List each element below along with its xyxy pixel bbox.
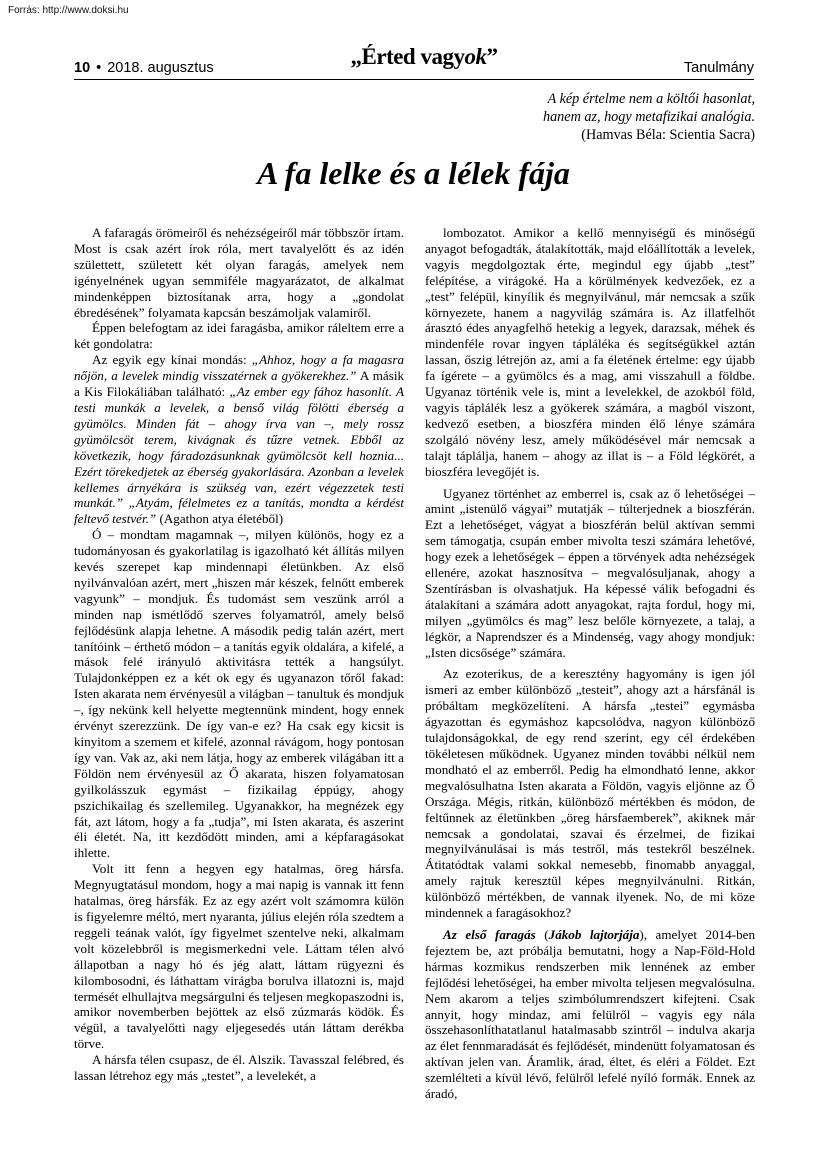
paragraph-quotes: [74, 352, 404, 527]
paragraph: Ó – mondtam magamnak –, milyen különös, hogy ez a tudományosan és gyakorlatilag is igazolható két állítás milyen kevés szerepet kap mindennapi életünkben. Az első nyilvánvalóan azért, mert „hiszen már készek, felnőtt emberek vagyunk” – mondjuk. És tudomást sem veszünk arról a minden nap ismétlődő szerves folyamatról, amely belső fejlődésünk alapja lehetne. A második pedig talán azért, mert tanítóink – érthető módon – a tanítás egyik oldalára, a kifelé, a mások felé irányuló aktivitásra tették a hangsúlyt. Tulajdonképpen ez a két ok egy és ugyanazon tőről fakad: Isten akarata nem érvényesül a világban – tanultuk és mondjuk –, így nekünk kell helyette megtennünk mindent, hogy ennek érvényt szerezzünk. De így van-e ez? Ha csak egy kicsit is kinyitom a szemem et kifelé, azonnal rávágom, hogy pontosan így van. Vak az, aki nem látja, hogy az emberek világában itt a Földön nem érvényesül az Ő akarata, hiszen folyamatosan gyilkolásszuk egymást – fizikailag éppúgy, ahogy pszichikailag és szellemileg. Ugyanakkor, ha megnézek egy fát, azt látom, hogy a fa „tudja”, mi Isten akarata, és aszerint éli életét. Na, itt kezdődött minden, ami a képfaragásokat ihlette.: [74, 527, 404, 861]
paragraph: A hársfa télen csupasz, de él. Alszik. Tavasszal felébred, és lassan létrehoz egy más „testet”, a levelekét, a: [74, 1052, 404, 1084]
text-run: Az egyik egy kínai mondás:: [92, 352, 252, 368]
paragraph: A fafaragás örömeiről és nehézségeiről már többször írtam. Most is csak azért írok róla, mert tavalyelőtt és az idén születtett, született két olyan faragás, amelyek nem igényelnének ugyan semmiféle magyarázatot, de alkalmat mindenképpen biztosítanak arra, hogy a „gondolat ébredésének” folyamata kapcsán beszámoljak valamiről.: [74, 225, 404, 320]
paragraph: Volt itt fenn a hegyen egy hatalmas, öreg hársfa. Megnyugtatásul mondom, hogy a mai napig is vannak itt fenn hatalmas, öreg hársfák. Ez az egy azért volt számomra külön is figyelemre méltó, mert nyaranta, július elején róla szedtem a reggeli teának valót, így figyelmet szentelve neki, alkalmam volt közelebbről is megismerkedni vele. Láttam télen alvó állapotban a nagy hó és jég alatt, láttam rügyezni és kilombosodni, és láthattam virágba borulva illatozni is, majd termését elhullajtva megsárgulni és teljesen megkopaszodni is, amikor novemberben bejöttek az első zúzmarás ködök. És végül, a tavalyelőtti nagy eljegesedés után láttam derékba törve.: [74, 861, 404, 1052]
paragraph: Az ezoterikus, de a keresztény hagyomány is igen jól ismeri az ember különböző „testeit”, ahogy azt a hársfánál is próbáltam megközelíteni. A hársfa „testei” egymásba ágyazottan és egymáshoz kapcsolódva, nagyon különböző tulajdonságokkal, de egy rend szerint, egy cél érdekében tökéletesen működnek. Ugyanez minden további nélkül nem mondható el az emberről. Pedig ha elmondható lenne, akkor megvalósulhatna Isten akarata a Földön, vagyis eljönne az Ő Országa. Mégis, ritkán, különböző mértékben és módon, de feltűnnek az életünkben „öreg hársfaemberek”, akiknek már nemcsak a gondolatai, szavai és érzelmei, de fizikai megnyilvánulásai is más testről, más testekről beszélnek. Átitatódtak valami sokkal nemesebb, finomabb anyaggal, amely rajtuk keresztül képes megnyilvánulni. Ritkán, különböző mértékben, de vannak ilyenek. No, de mi köze mindennek a faragásokhoz?: [425, 666, 755, 921]
epigraph-attribution: (Hamvas Béla: Scientia Sacra): [581, 127, 755, 143]
paragraph-first-carving: [425, 927, 755, 1102]
quote-chinese: „Ahhoz, hogy a fa magasra nőjön, a levelek mindig visszatérnek a gyökerekhez.”: [74, 352, 404, 384]
epigraph-line-2: hanem az, hogy metafizikai analógia.: [542, 109, 755, 125]
quote-filokalia: „Az ember egy fához hasonlít. A testi munkák a levelek, a benső világ fölötti éberség a gyümölcs. Minden fát – ahogy írva van –, mely rossz gyümölcsöt terem, kivágnak és tűzre vetnek. Ebből az következik, hogy fáradozásunknak gyümölcsöt kell hoznia... Ezért törekedjetek az éberség gyakorlására. Azonban a levelek kellemes árnyékára is szükség van, ezért végezzetek testi munkát.” „Atyám, félelmetes ez a tanítás, mondta a kérdést feltevő testvér.”: [74, 384, 404, 527]
article-title: A fa lelke és a lélek fája: [257, 155, 570, 191]
column-left: [74, 225, 404, 1084]
logo-end: ”: [486, 44, 498, 69]
epigraph-line-1: A kép értelme nem a költői hasonlat,: [547, 91, 755, 107]
paragraph: lombozatot. Amikor a kellő mennyiségű és minőségű anyagot befogadták, átalakították, majd előállították a levelek, vagyis megdolgoztak érte, megindul egy újabb „test” felépítése, a virágoké. Ha a körülmények kedvezőek, ez a „test” felépül, kinyílik és megnyilvánul, már nemcsak a szűk környezete, hanem a nagyvilág számára is. Az illatfelhőt árasztó édes anyagfelhő hetekig a legyek, darazsak, méhek és mindenféle rovar ingyen táplálékа és segítségükkel aztán lassan, őszig létrejön az, ami a fa életének értelme: egy újabb fa ígérete – a gyümölcs és a mag, ami visszahull a földbe. Ugyanaz történik vele is, mint a levelekkel, de azokból föld, vagyis táplálék lesz a gyökerek számára, a magból viszont, kedvező esetben, a bioszféra minden élő lénye számára szolgáló növény lesz, amely működésével már nemcsak a talajt táplálja, hanem – ahogy az illat is – a Föld légkörét, a bioszféra levegőjét is.: [425, 225, 755, 479]
paragraph: Éppen belefogtam az idei faragásba, amikor ráleltem erre a két gondolatra:: [74, 320, 404, 352]
header-bullet: •: [96, 60, 102, 76]
source-note: Forrás: http://www.doksi.hu: [8, 5, 129, 16]
paragraph: Ugyanez történhet az emberrel is, csak az ő lehetőségei – amint „istenülő vágyai” mutatják – túlterjednek a bioszférán. Ezt a lehetőséget, vágyat a bioszférán belül aktívan semmi sem támogatja, csupán ember mivolta teszi számára lehetővé, hogy ezek a lehetőségek – éppen a törvények adta nehézségek ellenére, azokat hasznosítva – megvalósuljanak, ahogy a Szentírásban is olvashatjuk. Ha képessé válik befogadni és átalakítani a számára adott anyagokat, rajta fordul, hogy mi, milyen „gyümölcs és mag” lesz belőle környezete, a talaj, a légkör, a Naprendszer és a Mindenség, vagy ahogy mondjuk: „Isten dicsősége” számára.: [425, 485, 755, 660]
text-run: A másik a Kis Filokáliában található:: [74, 368, 404, 400]
column-right: [425, 225, 755, 1102]
page-number: 10: [74, 60, 91, 76]
text-run: ), amelyet 2014-ben fejeztem be, azt próbálja bemutatni, hogy a Nap-Föld-Hold hármas kozmikus rendszerben mik lennének az ember fejlődési lehetőségei, ha ember mivolta teljesen megvalósulna. Nem akarom a teljes szimbólumrendszert kifejteni. Csak annyit, hogy mindaz, ami felülről – vagyis egy nála összehasonlíthatatlanul hatalmasabb szintről – indulva akarja az élet fennmaradását és fejlődését, mindenütt folyamatosan és aktívan jelen van. Áramlik, árad, éltet, és eléri a Földet. Ezt szemlélteti a kívül lévő, felülről lefelé nyíló formák. Ennek az áradó,: [425, 926, 755, 1102]
logo-main: „Érted vagy: [350, 44, 465, 69]
text-run: (Agathon atya életéből): [156, 511, 284, 527]
header-left: [74, 60, 214, 76]
logo-italic: ok: [464, 44, 487, 69]
jacob-ladder-title: Jákob lajtorjája: [548, 926, 640, 942]
journal-logo: [344, 44, 504, 70]
section-label: Tanulmány: [683, 60, 754, 76]
header-rule: [74, 79, 754, 80]
text-run: (: [535, 926, 549, 942]
first-carving-title: Az első faragás: [443, 926, 536, 942]
epigraph: [543, 90, 755, 144]
issue-date: 2018. augusztus: [107, 60, 214, 76]
page-header: [74, 44, 754, 84]
